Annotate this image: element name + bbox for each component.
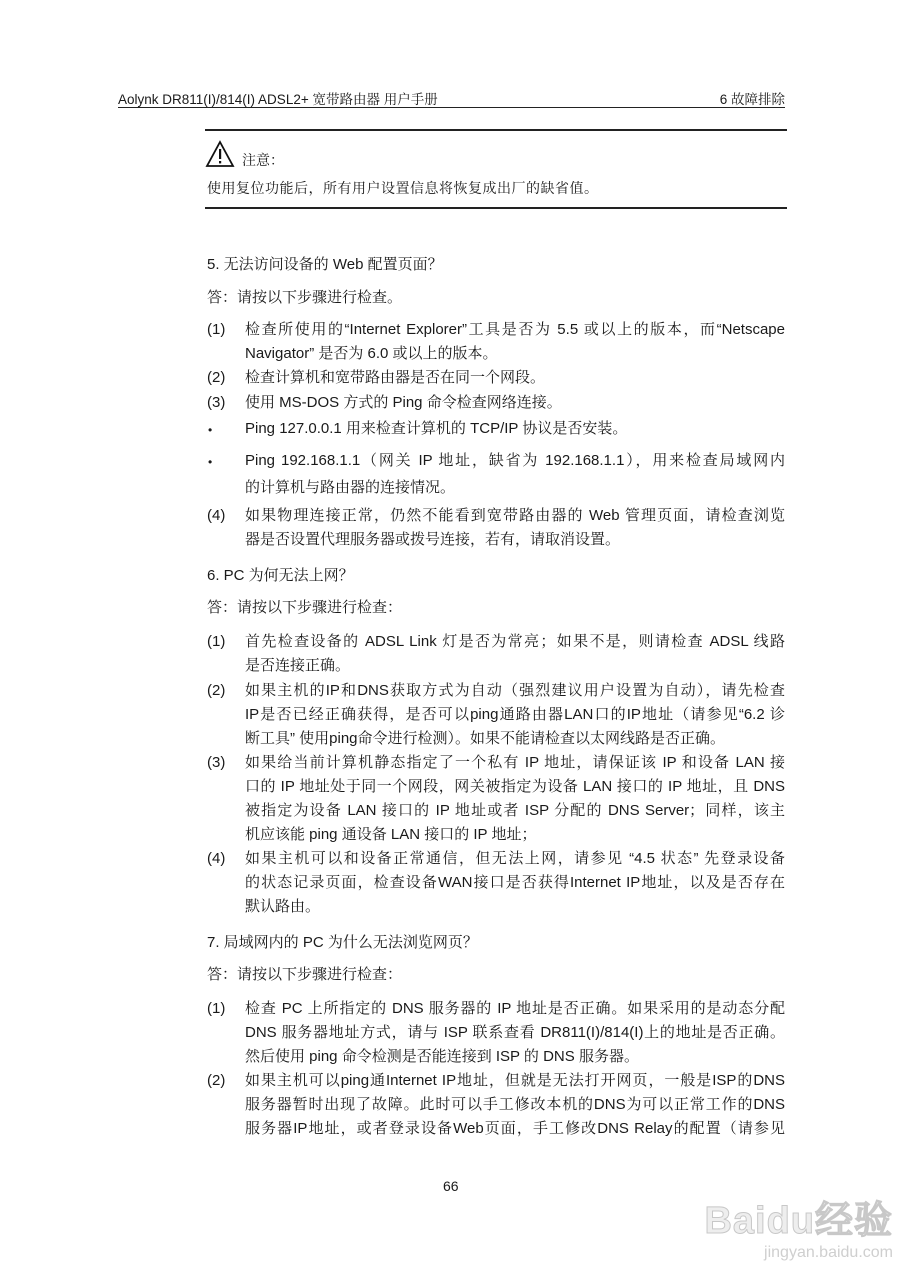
item-line: 使用 MS-DOS 方式的 Ping 命令检查网络连接。 (245, 394, 562, 411)
item-number: (1) (207, 321, 226, 338)
item-line: 断工具” 使用ping命令进行检测）。如果不能请检查以太网线路是否正确。 (245, 730, 726, 747)
note-label: 注意： (242, 152, 284, 168)
item-line: 如果主机可以ping通Internet IP地址，但就是无法打开网页，一般是ISP的DNS (245, 1072, 785, 1089)
note-top-rule (205, 129, 787, 131)
header-chapter: 6 故障排除 (719, 92, 785, 107)
item-line: DNS 服务器地址方式，请与 ISP 联系查看 DR811(I)/814(I)上的地址是否正确。 (245, 1024, 785, 1041)
question-7-title: 7. 局域网内的 PC 为什么无法浏览网页？ (207, 934, 478, 951)
item-number: (3) (207, 754, 226, 771)
watermark-logo: Baidu经验 (704, 1200, 893, 1242)
item-line: 首先检查设备的 ADSL Link 灯是否为常亮；如果不是，则请检查 ADSL 线路 (245, 633, 785, 650)
bullet-icon: • (208, 423, 213, 437)
item-line: 口的 IP 地址处于同一个网段，网关被指定为设备 LAN 接口的 IP 地址，且 DNS (245, 778, 785, 795)
item-line: Navigator” 是否为 6.0 或以上的版本。 (245, 345, 498, 362)
item-line: 的状态记录页面，检查设备WAN接口是否获得Internet IP地址，以及是否存在 (245, 874, 785, 891)
item-line: 如果物理连接正常，仍然不能看到宽带路由器的 Web 管理页面，请检查浏览 (245, 507, 785, 524)
warning-triangle-icon (205, 140, 235, 173)
question-6-answer: 答：请按以下步骤进行检查： (207, 599, 403, 616)
item-line: 如果主机可以和设备正常通信，但无法上网，请参见 “4.5 状态” 先登录设备 (245, 850, 785, 867)
item-line: 服务器暂时出现了故障。此时可以手工修改本机的DNS为可以正常工作的DNS (245, 1096, 785, 1113)
item-number: (4) (207, 850, 226, 867)
item-line: 如果给当前计算机静态指定了一个私有 IP 地址，请保证该 IP 和设备 LAN 接 (245, 754, 785, 771)
note-text: 使用复位功能后，所有用户设置信息将恢复成出厂的缺省值。 (207, 181, 599, 197)
bullet-line: Ping 127.0.0.1 用来检查计算机的 TCP/IP 协议是否安装。 (245, 420, 628, 437)
watermark-url: jingyan.baidu.com (764, 1244, 893, 1261)
item-line: 检查所使用的“Internet Explorer”工具是否为 5.5 或以上的版本，而“Netscape (245, 321, 785, 338)
item-line: 服务器IP地址，或者登录设备Web页面，手工修改DNS Relay的配置（请参见 (245, 1120, 785, 1137)
item-line: 检查 PC 上所指定的 DNS 服务器的 IP 地址是否正确。如果采用的是动态分配 (245, 1000, 785, 1017)
question-7-answer: 答：请按以下步骤进行检查： (207, 966, 403, 983)
item-number: (2) (207, 1072, 226, 1089)
item-line: 器是否设置代理服务器或拨号连接，若有，请取消设置。 (245, 531, 621, 548)
page-number: 66 (443, 1178, 459, 1194)
item-number: (4) (207, 507, 226, 524)
item-line: 机应该能 ping 通设备 LAN 接口的 IP 地址； (245, 826, 537, 843)
question-5-title: 5. 无法访问设备的 Web 配置页面？ (207, 256, 443, 273)
question-5-answer: 答：请按以下步骤进行检查。 (207, 289, 403, 306)
item-number: (2) (207, 682, 226, 699)
bullet-line: 的计算机与路由器的连接情况。 (245, 479, 456, 496)
item-line: 默认路由。 (245, 898, 321, 915)
item-line: 是否连接正确。 (245, 657, 351, 674)
item-line: IP是否已经正确获得，是否可以ping通路由器LAN口的IP地址（请参见“6.2 诊 (245, 706, 785, 723)
item-number: (2) (207, 369, 226, 386)
item-line: 检查计算机和宽带路由器是否在同一个网段。 (245, 369, 546, 386)
bullet-line: Ping 192.168.1.1（网关 IP 地址，缺省为 192.168.1.1），用来检查局域网内 (245, 452, 785, 469)
bullet-icon: • (208, 455, 213, 469)
note-bottom-rule (205, 207, 787, 209)
item-number: (1) (207, 633, 226, 650)
header-rule (118, 107, 785, 108)
question-6-title: 6. PC 为何无法上网？ (207, 567, 354, 584)
item-line: 然后使用 ping 命令检测是否能连接到 ISP 的 DNS 服务器。 (245, 1048, 639, 1065)
item-line: 如果主机的IP和DNS获取方式为自动（强烈建议用户设置为自动），请先检查 (245, 682, 785, 699)
item-line: 被指定为设备 LAN 接口的 IP 地址或者 ISP 分配的 DNS Server；同样，该主 (245, 802, 785, 819)
item-number: (3) (207, 394, 226, 411)
header-title: Aolynk DR811(I)/814(I) ADSL2+ 宽带路由器 用户手册 (118, 92, 438, 107)
item-number: (1) (207, 1000, 226, 1017)
baidu-watermark (704, 1189, 893, 1262)
